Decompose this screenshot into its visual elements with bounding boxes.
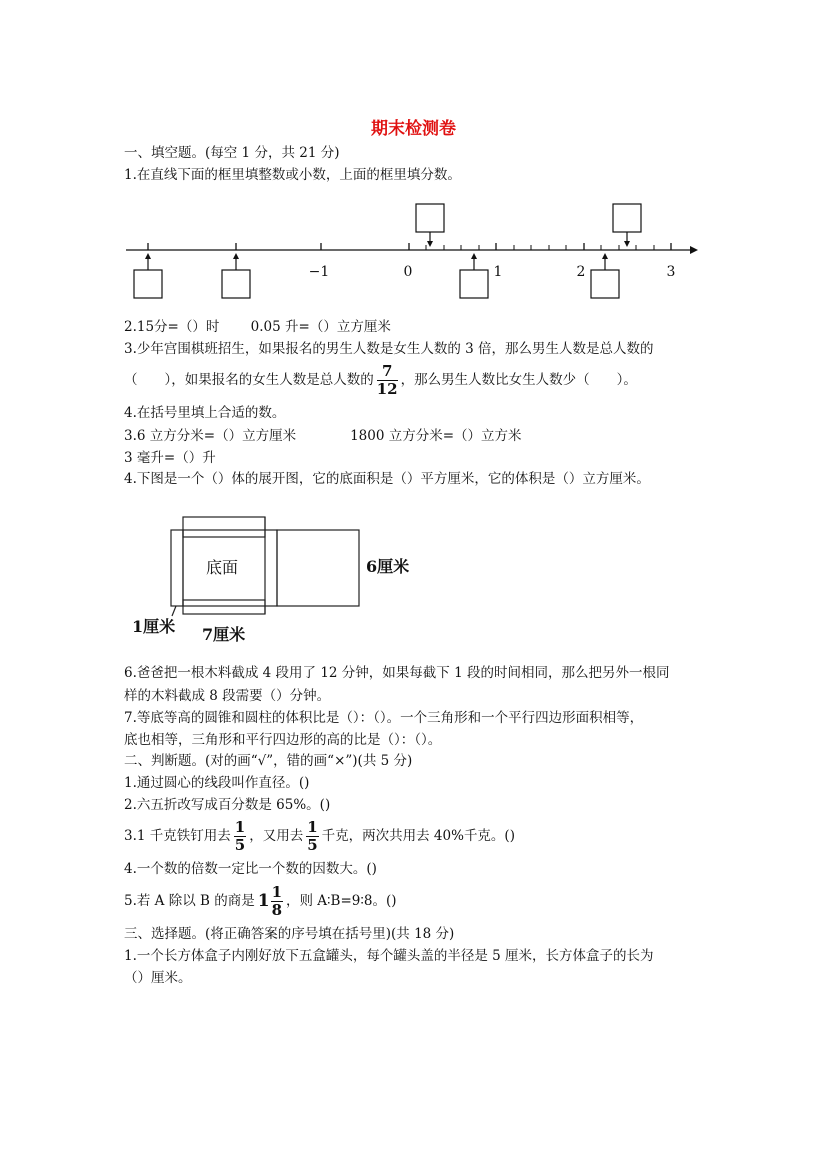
question-1-4b: 3.6 立方分米=（）立方厘米 1800 立方分米=（）立方米 xyxy=(124,428,522,444)
net-bottom-face xyxy=(183,600,265,614)
question-1-4d: 4.下图是一个（）体的展开图，它的底面积是（）平方厘米，它的体积是（）立方厘米。 xyxy=(124,471,650,487)
question-1-7-line2: 底也相等，三角形和平行四边形的高的比是（）：（）。 xyxy=(124,732,442,748)
section1-header: 一、填空题。(每空 1 分，共 21 分) xyxy=(124,145,340,161)
q2-3-text-c: 千克，两次共用去 40%千克。() xyxy=(321,828,515,844)
question-2-1: 1.通过圆心的线段叫作直径。() xyxy=(124,775,310,791)
net-left-label: 1厘米 xyxy=(132,617,176,636)
question-2-4: 4.一个数的倍数一定比一个数的因数大。() xyxy=(124,861,377,877)
mixed-number-whole: 1 xyxy=(257,891,270,911)
up-arrow-icon xyxy=(145,253,151,259)
fraction-denominator: 8 xyxy=(271,900,282,919)
question-1-6-line1: 6.爸爸把一根木料截成 4 段用了 12 分钟，如果每截下 1 段的时间相同，那么把另外一根同 xyxy=(124,665,670,681)
question-1-1: 1.在直线下面的框里填整数或小数，上面的框里填分数。 xyxy=(124,167,461,183)
fraction-numerator: 1 xyxy=(307,817,318,836)
number-line-figure xyxy=(120,198,700,304)
question-1-4c: 3 毫升=（）升 xyxy=(124,450,216,466)
fraction-7-12 xyxy=(376,361,398,398)
question-1-3-line2 xyxy=(124,362,637,398)
up-arrow-icon xyxy=(233,253,239,259)
net-bottom-label: 7厘米 xyxy=(202,625,246,644)
top-answer-box-2 xyxy=(613,204,641,243)
question-3-1-line2: （）厘米。 xyxy=(124,970,192,986)
section3-header: 三、选择题。(将正确答案的序号填在括号里)(共 18 分) xyxy=(124,926,455,942)
net-right-label: 6厘米 xyxy=(366,557,410,576)
bottom-answer-box-4 xyxy=(591,255,619,298)
minor-ticks xyxy=(426,245,654,250)
fraction-denominator: 12 xyxy=(376,379,398,398)
question-1-3-line1: 3.少年宫围棋班招生，如果报名的男生人数是女生人数的 3 倍，那么男生人数是总人数的 xyxy=(124,341,654,357)
fraction-denominator: 5 xyxy=(307,835,318,854)
q2-5-text-b: ，则 A∶B=9∶8。() xyxy=(286,893,397,909)
bottom-answer-box-1 xyxy=(134,255,162,298)
label-3: 3 xyxy=(666,264,676,280)
q2-5-text-a: 5.若 A 除以 B 的商是 xyxy=(124,893,255,909)
question-2-3 xyxy=(124,816,515,856)
section2-header: 二、判断题。(对的画“√”，错的画“×”)(共 5 分) xyxy=(124,753,413,769)
down-arrow-icon xyxy=(624,241,630,247)
net-right-face xyxy=(277,530,359,606)
major-ticks xyxy=(148,243,671,250)
top-answer-box-1 xyxy=(416,204,444,243)
fraction-numerator: 1 xyxy=(271,882,282,901)
question-1-4a: 4.在括号里填上合适的数。 xyxy=(124,405,286,421)
fraction-denominator: 5 xyxy=(234,835,246,854)
question-2-2: 2.六五折改写成百分数是 65%。() xyxy=(124,797,331,813)
down-arrow-icon xyxy=(427,241,433,247)
question-2-5 xyxy=(124,880,397,922)
up-arrow-icon xyxy=(602,253,608,259)
bottom-answer-box-2 xyxy=(222,255,250,298)
q2-3-text-a: 3.1 千克铁钉用去 xyxy=(124,828,231,844)
arrow-head-icon xyxy=(690,246,698,254)
question-1-6-line2: 样的木料截成 8 段需要（）分钟。 xyxy=(124,688,331,704)
fraction-1-5 xyxy=(234,817,246,854)
label-neg-1: −1 xyxy=(308,264,330,280)
fraction-1-5 xyxy=(306,817,318,854)
question-1-2: 2.15分=（）时 0.05 升=（）立方厘米 xyxy=(124,319,391,335)
fraction-1-8 xyxy=(271,882,283,919)
cuboid-net-figure xyxy=(128,510,428,650)
fraction-numerator: 7 xyxy=(377,364,398,381)
number-line-labels xyxy=(309,264,676,280)
label-1: 1 xyxy=(493,264,503,280)
q3-text-b: ，那么男生人数比女生人数少（ ）。 xyxy=(400,372,637,388)
net-top-face xyxy=(183,517,265,537)
bottom-answer-box-3 xyxy=(460,255,488,298)
page-title: 期末检测卷 xyxy=(371,119,456,139)
label-2: 2 xyxy=(576,264,586,280)
q3-text-a: （ ），如果报名的女生人数是总人数的 xyxy=(124,372,374,388)
net-left-face xyxy=(171,530,183,606)
label-0: 0 xyxy=(403,264,413,280)
q2-3-text-b: ，又用去 xyxy=(249,828,304,844)
fraction-numerator: 1 xyxy=(234,817,246,836)
question-3-1-line1: 1.一个长方体盒子内刚好放下五盒罐头，每个罐头盖的半径是 5 厘米，长方体盒子的长为 xyxy=(124,948,654,964)
question-1-7-line1: 7.等底等高的圆锥和圆柱的体积比是（）：（）。一个三角形和一个平行四边形面积相等， xyxy=(124,710,644,726)
up-arrow-icon xyxy=(471,253,477,259)
net-center-label: 底面 xyxy=(206,558,239,577)
